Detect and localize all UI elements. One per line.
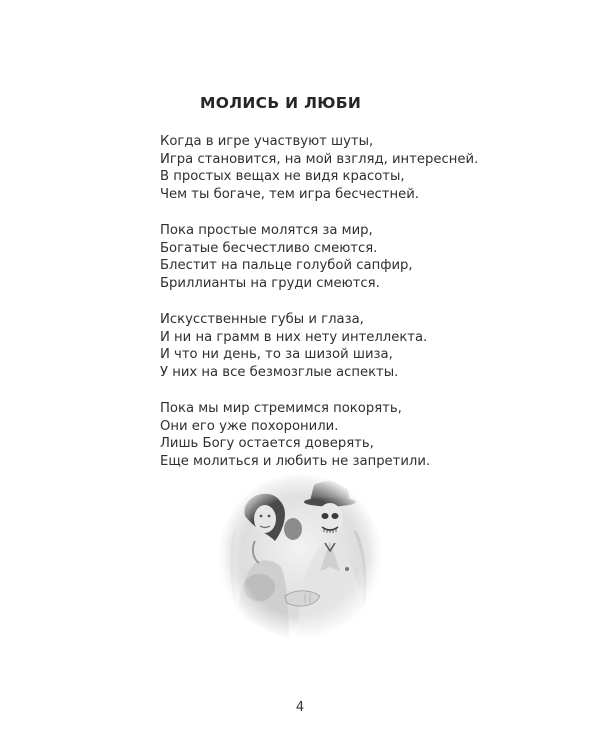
poem-line: Они его уже похоронили.: [160, 418, 339, 434]
stanza: [160, 133, 490, 203]
poem-line: Пока мы мир стремимся покорять,: [160, 401, 402, 416]
page-number: 4: [295, 700, 305, 715]
stanza: [160, 222, 490, 292]
poem-line: Искусственные губы и глаза,: [160, 312, 364, 327]
poem-line: В простых вещах не видя красоты,: [160, 169, 405, 184]
poem-line: Еще молиться и любить не запретили.: [160, 453, 431, 469]
poem-line: Чем ты богаче, тем игра бесчестней.: [160, 186, 419, 202]
poem-line: Богатые бесчестливо смеются.: [160, 240, 378, 256]
stanza: [160, 311, 490, 381]
poem-line: У них на все безмозглые аспекты.: [160, 364, 399, 380]
poem-line: И что ни день, то за шизой шиза,: [160, 347, 393, 362]
poem-title: МОЛИСЬ И ЛЮБИ: [200, 94, 362, 112]
poem-line: Пока простые молятся за мир,: [160, 223, 373, 238]
poem-line: И ни на грамм в них нету интеллекта.: [160, 329, 428, 345]
poem-line: Игра становится, на мой взгляд, интересней.: [160, 151, 479, 167]
poem-body: [160, 133, 490, 489]
poem-line: Блестит на пальце голубой сапфир,: [160, 258, 413, 273]
couple-illustration-icon: [215, 471, 385, 641]
stanza: [160, 400, 490, 470]
poem-line: Когда в игре участвуют шуты,: [160, 134, 374, 149]
poem-line: Лишь Богу остается доверять,: [160, 436, 374, 451]
poem-line: Бриллианты на груди смеются.: [160, 275, 380, 291]
